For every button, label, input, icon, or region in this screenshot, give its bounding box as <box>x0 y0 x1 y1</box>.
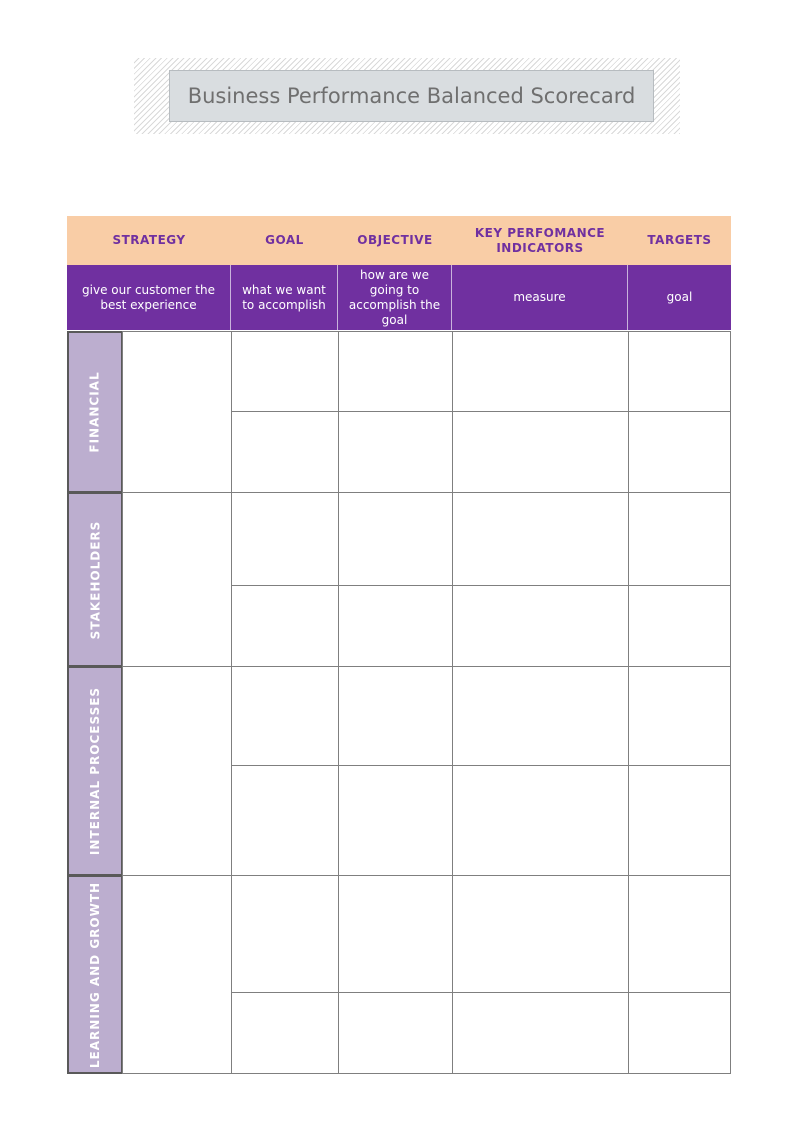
goal-cell[interactable] <box>231 992 339 1074</box>
subheader-kpi: measure <box>452 265 628 330</box>
section-label: INTERNAL PROCESSES <box>88 686 102 856</box>
target-cell[interactable] <box>628 492 731 586</box>
header-objective: OBJECTIVE <box>338 216 452 265</box>
section-label: FINANCIAL <box>88 371 102 453</box>
kpi-cell[interactable] <box>452 992 629 1074</box>
subheader-goal: what we want to accomplish <box>231 265 338 330</box>
kpi-cell[interactable] <box>452 492 629 586</box>
objective-cell[interactable] <box>338 992 453 1074</box>
kpi-cell[interactable] <box>452 765 629 876</box>
subheader-strategy: give our customer the best experience <box>67 265 231 330</box>
target-cell[interactable] <box>628 411 731 493</box>
target-cell[interactable] <box>628 992 731 1074</box>
goal-cell[interactable] <box>231 331 339 412</box>
goal-cell[interactable] <box>231 765 339 876</box>
objective-cell[interactable] <box>338 875 453 993</box>
header-targets: TARGETS <box>628 216 731 265</box>
strategy-cell[interactable] <box>122 666 232 876</box>
kpi-cell[interactable] <box>452 666 629 766</box>
objective-cell[interactable] <box>338 666 453 766</box>
goal-cell[interactable] <box>231 666 339 766</box>
kpi-cell[interactable] <box>452 875 629 993</box>
section-label: LEARNING AND GROWTH <box>88 881 102 1068</box>
target-cell[interactable] <box>628 331 731 412</box>
objective-cell[interactable] <box>338 331 453 412</box>
strategy-cell[interactable] <box>122 875 232 1074</box>
target-cell[interactable] <box>628 666 731 766</box>
section-stakeholders-label <box>67 492 123 667</box>
section-learning-growth-label <box>67 875 123 1074</box>
page-title: Business Performance Balanced Scorecard <box>187 84 636 108</box>
section-financial-label <box>67 331 123 493</box>
target-cell[interactable] <box>628 585 731 667</box>
header-strategy: STRATEGY <box>67 216 231 265</box>
target-cell[interactable] <box>628 875 731 993</box>
objective-cell[interactable] <box>338 411 453 493</box>
kpi-cell[interactable] <box>452 585 629 667</box>
header-kpi: KEY PERFOMANCE INDICATORS <box>452 216 628 265</box>
goal-cell[interactable] <box>231 875 339 993</box>
strategy-cell[interactable] <box>122 331 232 493</box>
objective-cell[interactable] <box>338 585 453 667</box>
section-label: STAKEHOLDERS <box>88 520 102 639</box>
title-box <box>169 70 654 122</box>
goal-cell[interactable] <box>231 585 339 667</box>
section-internal-processes-label <box>67 666 123 876</box>
target-cell[interactable] <box>628 765 731 876</box>
objective-cell[interactable] <box>338 492 453 586</box>
header-goal: GOAL <box>231 216 338 265</box>
goal-cell[interactable] <box>231 492 339 586</box>
strategy-cell[interactable] <box>122 492 232 667</box>
kpi-cell[interactable] <box>452 331 629 412</box>
subheader-targets: goal <box>628 265 731 330</box>
subheader-objective: how are we going to accomplish the goal <box>338 265 452 330</box>
objective-cell[interactable] <box>338 765 453 876</box>
goal-cell[interactable] <box>231 411 339 493</box>
kpi-cell[interactable] <box>452 411 629 493</box>
